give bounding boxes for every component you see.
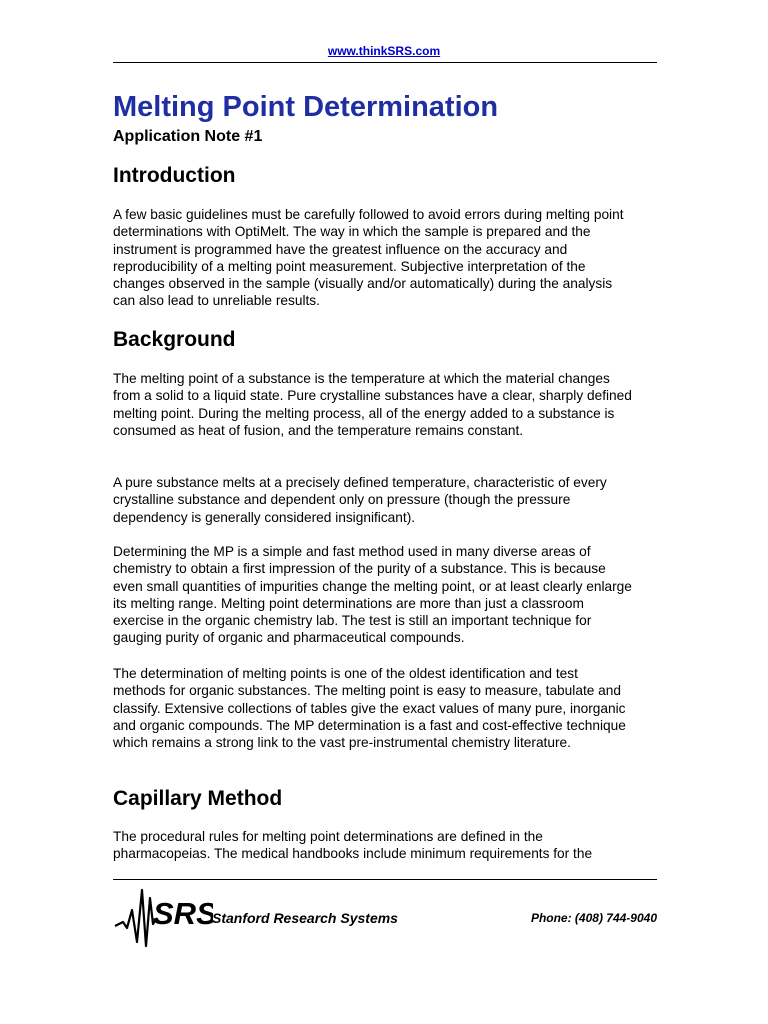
srs-logo [113, 884, 213, 950]
background-paragraph-1: The melting point of a substance is the temperature at which the material changes from a solid to a liquid state. Pure crystalline substances have a clear, sharply defined melting point. During the melting process, all of the energy added to a substance is consumed as heat of fusion, and the temperature remains constant. [113, 371, 632, 438]
section-heading-capillary-method: Capillary Method [113, 787, 283, 810]
capillary-method-paragraph: The procedural rules for melting point determinations are defined in the pharmacopeias. The medical handbooks include minimum requirements for the [113, 829, 593, 862]
introduction-paragraph: A few basic guidelines must be carefully followed to avoid errors during melting point determinations with OptiMelt. The way in which the sample is prepared and the instrument is programmed have the greatest influence on the accuracy and reproducibility of a melting point measurement. Subjective interpretation of the changes observed in the sample (visually and/or automatically) during the analysis can also lead to unreliable results. [113, 207, 624, 309]
page-title: Melting Point Determination [113, 91, 499, 123]
background-paragraph-3: Determining the MP is a simple and fast method used in many diverse areas of chemistry to obtain a first impression of the purity of a substance. This is because even small quantities of impurities change the melting point, or at least clearly enlarge its melting range. Melting point determinations are more than just a classroom exercise in the organic chemistry lab. The test is still an important technique for gauging purity of organic and pharmaceutical compounds. [113, 544, 632, 646]
srs-logo-icon [113, 884, 213, 950]
background-paragraph-4: The determination of melting points is one of the oldest identification and test methods for organic substances. The melting point is easy to measure, tabulate and classify. Extensive collections of tables give the exact values of many pure, inorganic and organic compounds. The MP determination is a fast and cost-effective technique which remains a strong link to the vast pre-instrumental chemistry literature. [113, 666, 626, 751]
section-heading-introduction: Introduction [113, 164, 236, 187]
background-paragraph-2: A pure substance melts at a precisely defined temperature, characteristic of every crystalline substance and dependent only on pressure (though the pressure dependency is generally considered insignificant). [113, 475, 607, 525]
footer-divider [113, 879, 657, 880]
application-note-subtitle: Application Note #1 [113, 128, 263, 145]
website-link[interactable]: www.thinkSRS.com [327, 44, 441, 58]
section-heading-background: Background [113, 328, 236, 351]
footer-phone: Phone: (408) 744-9040 [530, 911, 657, 925]
header-divider [113, 62, 657, 63]
srs-logo-text: SRS [153, 896, 213, 931]
footer-company-name: Stanford Research Systems [212, 910, 398, 926]
